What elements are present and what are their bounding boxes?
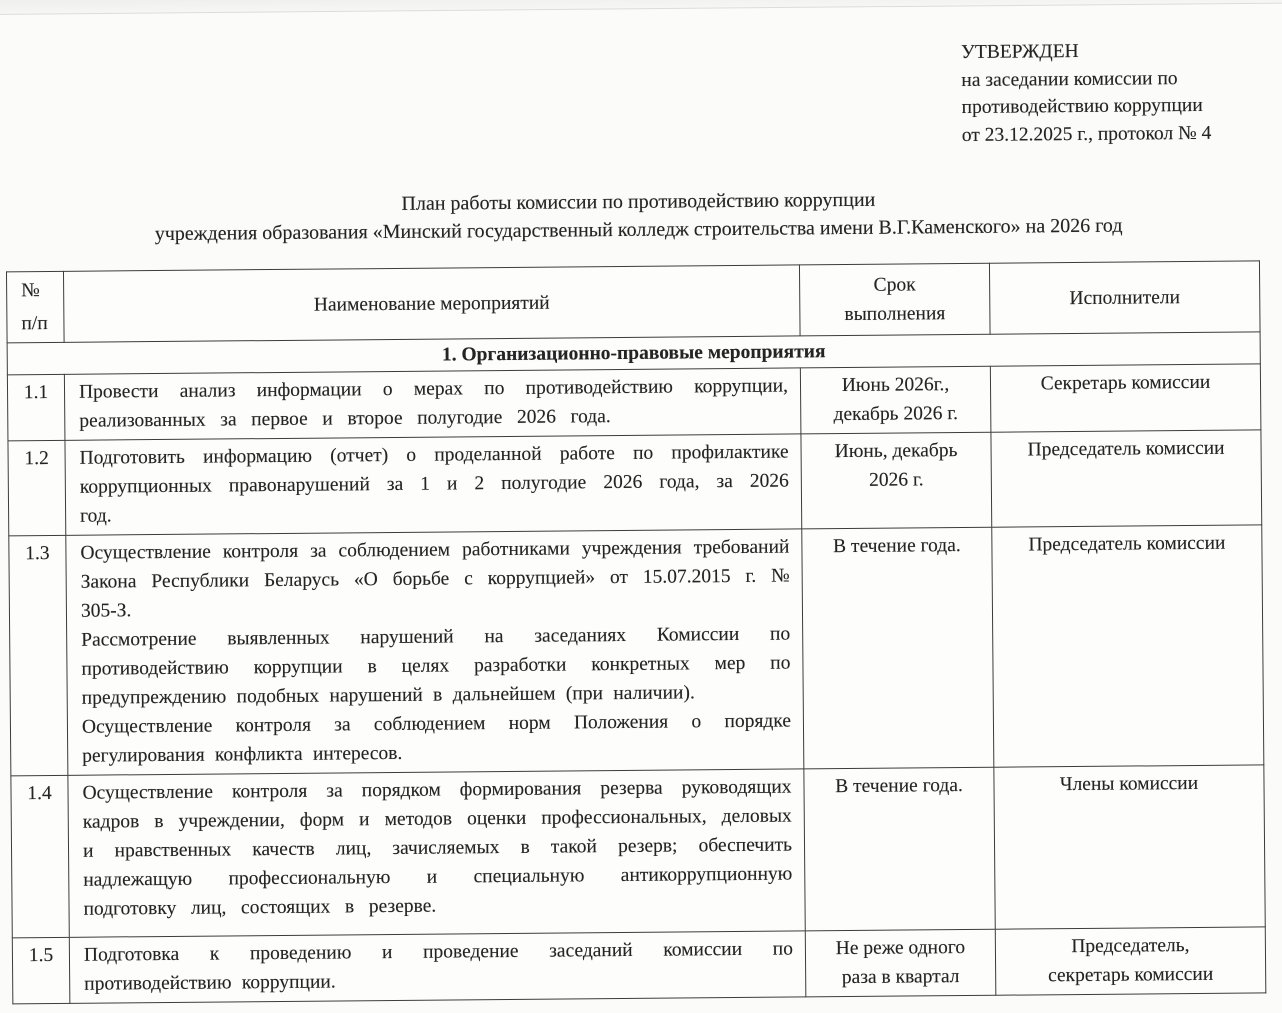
row-number: 1.2 bbox=[8, 440, 66, 535]
plan-table bbox=[6, 260, 1266, 1004]
section-title: 1. Организационно-правовые мероприятия bbox=[7, 332, 1260, 375]
column-header-num: № п/п bbox=[6, 271, 64, 342]
row-number: 1.3 bbox=[9, 535, 68, 775]
activity-name: Подготовить информацию (отчет) о проделанной работе по профилактике коррупционных правонарушений за 1 и 2 полугодие 2026 года, за 2026 год. bbox=[65, 434, 802, 535]
term-cell: Июнь, декабрь 2026 г. bbox=[801, 432, 992, 529]
table-row bbox=[9, 525, 1264, 776]
document-title-line1: План работы комиссии по противодействию коррупции bbox=[401, 188, 876, 215]
column-header-executors: Исполнители bbox=[989, 261, 1260, 334]
executors-cell: Председатель, секретарь комиссии bbox=[995, 927, 1266, 995]
term-cell: Июнь 2026г., декабрь 2026 г. bbox=[800, 366, 991, 434]
term-cell: В течение года. bbox=[802, 527, 994, 769]
table-header-row bbox=[6, 261, 1260, 343]
column-header-term: Срок выполнения bbox=[799, 263, 990, 336]
term-cell: Не реже одного раза в квартал bbox=[805, 929, 996, 997]
executors-cell: Председатель комиссии bbox=[992, 525, 1264, 767]
activity-name: Провести анализ информации о мерах по противодействию коррупции, реализованных за первое и второе полугодие 2026 года. bbox=[64, 368, 801, 440]
document-title bbox=[0, 182, 1280, 249]
activity-name: Осуществление контроля за порядком формирования резерва руководящих кадров в учреждении, форм и методов оценки профессиональных, деловых и нравственных качеств лиц, зачисляемых в такой резерв; обеспечить надлежащую профессиональную и специальную антикоррупционную подготовку лиц, состоящих в резерве. bbox=[68, 769, 805, 937]
table-row bbox=[11, 765, 1265, 938]
approval-stamp: УТВЕРЖДЕН на заседании комиссии по противодействию коррупции от 23.12.2025 г., протокол № 4 bbox=[961, 40, 1212, 146]
activity-name: Подготовка к проведению и проведение заседаний комиссии по противодействию коррупции. bbox=[69, 931, 806, 1003]
executors-cell: Секретарь комиссии bbox=[990, 364, 1261, 432]
table-row bbox=[7, 364, 1261, 441]
executors-cell: Председатель комиссии bbox=[991, 430, 1262, 527]
row-number: 1.1 bbox=[7, 374, 65, 440]
executors-cell: Члены комиссии bbox=[994, 765, 1265, 929]
document-title-line2: учреждения образования «Минский государственный колледж строительства имени В.Г.Каменского» на 2026 год bbox=[154, 214, 1123, 246]
row-number: 1.4 bbox=[11, 775, 69, 937]
activity-name: Осуществление контроля за соблюдением работниками учреждения требований Закона Республики Беларусь «О борьбе с коррупцией» от 15.07.2015 г. № 305-З. Рассмотрение выявленных нарушений на заседаниях Комиссии по противодействию коррупции в целях разработки конкретных мер по предупреждению подобных нарушений в дальнейшем (при наличии). Осуществление контроля за соблюдением норм Положения о порядке регулирования конфликта интересов. bbox=[66, 529, 804, 775]
term-cell: В течение года. bbox=[804, 767, 995, 931]
column-header-name: Наименование мероприятий bbox=[63, 265, 800, 342]
table-row bbox=[8, 430, 1262, 536]
table-row bbox=[12, 927, 1266, 1004]
row-number: 1.5 bbox=[12, 937, 70, 1003]
